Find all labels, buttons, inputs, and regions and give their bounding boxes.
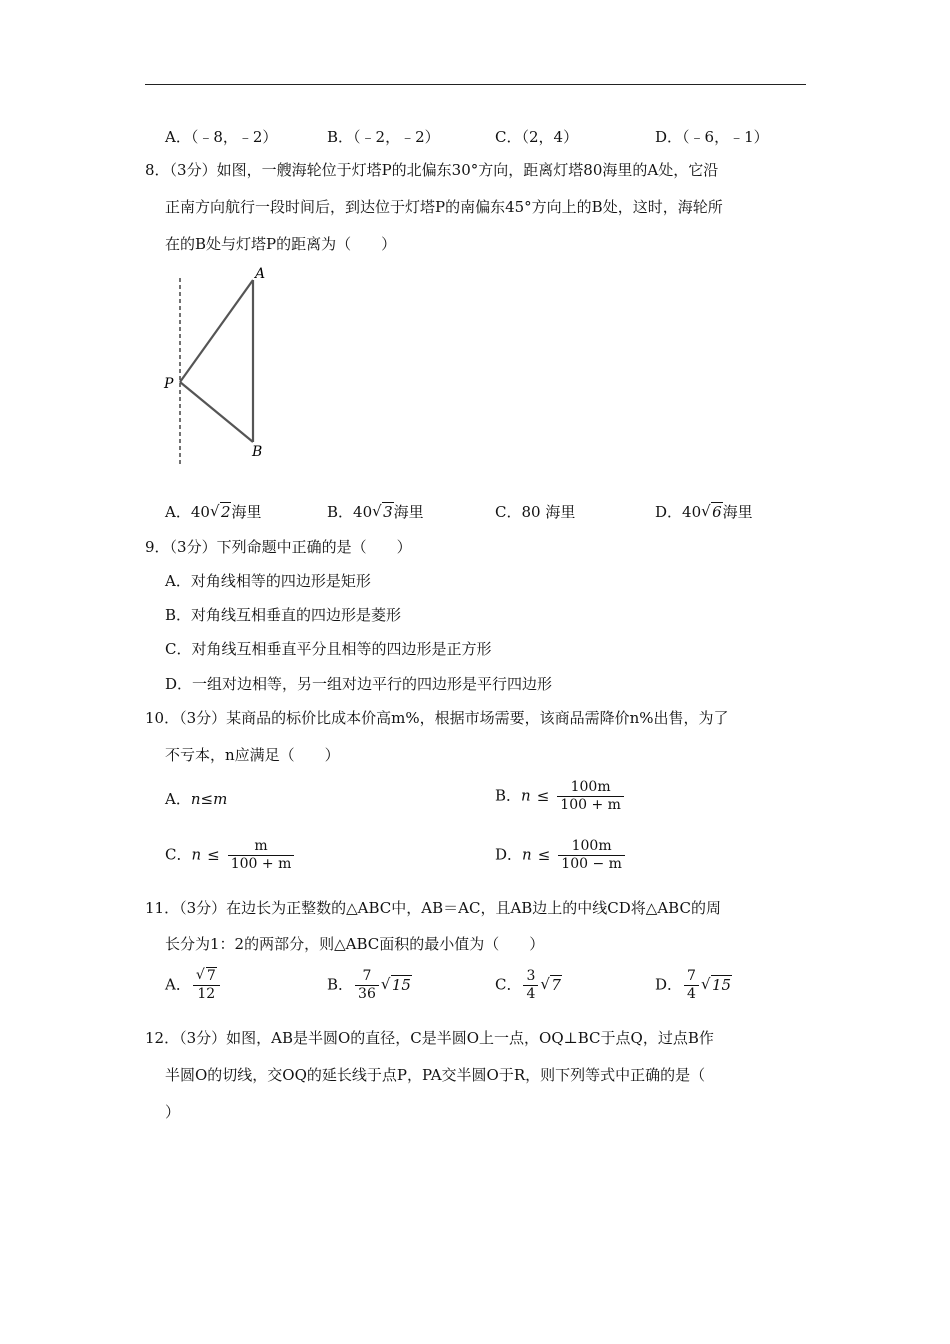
sqrt-symbol: √ 7 xyxy=(540,974,561,994)
q11-stem-line2: 长分为1：2的两部分，则△ABC面积的最小值为（ ） xyxy=(165,935,545,953)
q10-option-d[interactable]: D．n ≤ $\frac{100m}{100 - m}$ xyxy=(495,838,627,873)
q11-option-a[interactable]: A． √ 7 12 xyxy=(165,968,222,1003)
q7-option-a[interactable]: A．（﹣8，﹣2） xyxy=(165,128,278,146)
label-p: P xyxy=(164,376,174,392)
q8-option-c[interactable]: C．80 海里 xyxy=(495,503,576,521)
sqrt-symbol: √ 3 xyxy=(372,502,393,521)
q8-stem-line3: 在的B处与灯塔P的距离为（ ） xyxy=(165,235,397,253)
q8-option-a[interactable]: A．40 √ 2海里 xyxy=(165,502,262,521)
q8-stem-line1: 8．（3分）如图，一艘海轮位于灯塔P的北偏东30°方向，距离灯塔80海里的A处，它沿 xyxy=(145,161,719,179)
q9-option-b[interactable]: B．对角线互相垂直的四边形是菱形 xyxy=(165,606,402,624)
label-a: A xyxy=(255,266,266,282)
q10-option-c[interactable]: C．n ≤ $\frac{m}{100 + m}$ xyxy=(165,838,296,873)
fraction: $\frac{100m}{100 - m}$ xyxy=(558,838,625,873)
label-b: B xyxy=(252,444,263,460)
header-rule xyxy=(145,84,806,85)
fraction: $\frac{m}{100 + m}$ xyxy=(228,838,295,873)
q11-option-d[interactable]: D． $\frac{7}{4}$ √ 15 xyxy=(655,968,732,1002)
q12-stem-line1: 12．（3分）如图，AB是半圆O的直径，C是半圆O上一点，OQ⊥BC于点Q，过点B作 xyxy=(145,1029,714,1047)
fraction: √ 7 12 xyxy=(193,968,220,1003)
q10-option-a[interactable]: A．n≤m xyxy=(165,790,228,808)
sqrt-symbol: √ 15 xyxy=(380,974,411,994)
q7-option-b[interactable]: B．（﹣2，﹣2） xyxy=(327,128,440,146)
q8-option-b[interactable]: B．40 √ 3海里 xyxy=(327,502,424,521)
q8-figure xyxy=(160,262,280,470)
q8-stem-line2: 正南方向航行一段时间后，到达位于灯塔P的南偏东45°方向上的B处，这时，海轮所 xyxy=(165,198,723,216)
q9-option-a[interactable]: A．对角线相等的四边形是矩形 xyxy=(165,572,371,590)
q9-option-c[interactable]: C．对角线互相垂直平分且相等的四边形是正方形 xyxy=(165,640,492,658)
fraction: $\frac{7}{36}$ xyxy=(355,968,379,1003)
q7-option-c[interactable]: C．（2，4） xyxy=(495,128,579,146)
segment-pb xyxy=(180,382,253,442)
q7-option-d[interactable]: D．（﹣6，﹣1） xyxy=(655,128,769,146)
q8-option-d[interactable]: D．40 √ 6海里 xyxy=(655,502,753,521)
q9-stem: 9．（3分）下列命题中正确的是（ ） xyxy=(145,538,412,556)
q12-stem-line3: ） xyxy=(165,1103,181,1121)
q10-stem-line1: 10．（3分）某商品的标价比成本价高m%，根据市场需要，该商品需降价n%出售，为了 xyxy=(145,709,729,727)
q10-stem-line2: 不亏本，n应满足（ ） xyxy=(165,746,340,764)
q11-option-c[interactable]: C． $\frac{3}{4}$ √ 7 xyxy=(495,968,561,1002)
sqrt-symbol: √ 6 xyxy=(701,502,722,521)
segment-pa xyxy=(180,280,253,382)
q12-stem-line2: 半圆O的切线，交OQ的延长线于点P，PA交半圆O于R，则下列等式中正确的是（ xyxy=(165,1066,706,1084)
q10-option-b[interactable]: B．n ≤ $\frac{100m}{100 + m}$ xyxy=(495,779,626,814)
q11-option-b[interactable]: B． $\frac{7}{36}$ √ 15 xyxy=(327,968,411,1002)
sqrt-symbol: √ 15 xyxy=(700,974,732,994)
fraction: $\frac{7}{4}$ xyxy=(684,968,699,1003)
sqrt-symbol: √ 2 xyxy=(209,502,231,521)
q9-option-d[interactable]: D．一组对边相等，另一组对边平行的四边形是平行四边形 xyxy=(165,675,553,693)
fraction: $\frac{100m}{100 + m}$ xyxy=(557,779,624,814)
fraction: $\frac{3}{4}$ xyxy=(523,968,538,1003)
q11-stem-line1: 11．（3分）在边长为正整数的△ABC中，AB＝AC，且AB边上的中线CD将△ABC的周 xyxy=(145,899,721,917)
